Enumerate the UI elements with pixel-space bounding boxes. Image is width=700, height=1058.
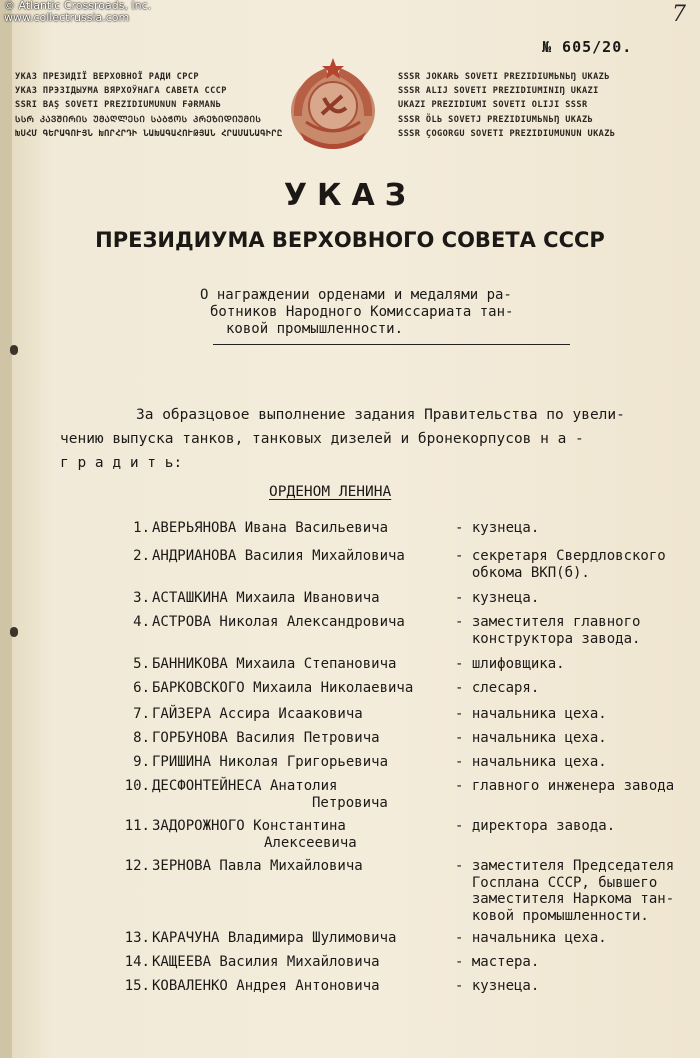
recipient-position: - начальника цеха. xyxy=(455,730,607,746)
page-number: 7 xyxy=(672,2,686,27)
recipient-position: - слесаря. xyxy=(455,680,540,696)
header-line: SSSR ALIJ SOVETI PREZIDIUMINIŊ UKAZI xyxy=(398,86,599,97)
recipient-number: 15. xyxy=(124,978,150,994)
recipient-name: БАННИКОВА Михаила Степановича xyxy=(152,656,397,672)
recipient-name: АНДРИАНОВА Василия Михайловича xyxy=(152,548,405,564)
header-line: ᲡᲡᲠ ᲙᲐᲕᲨᲘᲠᲘᲡ ᲣᲛᲐᲦᲚᲔᲡᲘ ᲡᲐᲑᲭᲝᲡ ᲞᲠᲔᲖᲘᲓᲘᲣᲛᲘᲡ xyxy=(15,114,262,125)
subject-line: О награждении орденами и медалями ра- xyxy=(200,287,512,303)
watermark-line: www.collectrussia.com xyxy=(4,11,130,24)
recipient-position: - мастера. xyxy=(455,954,540,970)
recipient-number: 1. xyxy=(133,520,150,536)
recipient-position: - кузнеца. xyxy=(455,520,540,536)
recipient-position: - заместителя главного конструктора завода. xyxy=(455,614,641,647)
header-line: UKAZI PREZIDIUMI SOVETI OLIJI SSSR xyxy=(398,100,588,111)
header-line: SSSR ÇOGORGU SOVETI PREZIDIUMUNUN UKAZЬ xyxy=(398,128,616,139)
recipient-number: 9. xyxy=(133,754,150,770)
recipient-number: 3. xyxy=(133,590,150,606)
recipient-name: ЗАДОРОЖНОГО Константина xyxy=(152,818,346,834)
recipient-position: - кузнеца. xyxy=(455,978,540,994)
watermark xyxy=(4,0,151,24)
recipient-name: ДЕСФОНТЕЙНЕСА Анатолия xyxy=(152,778,338,794)
recipient-position: - кузнеца. xyxy=(455,590,540,606)
header-line: SSSR ÖLЬ SOVETJ PREZIDIUMЬNЬŊ UKAZЬ xyxy=(398,114,594,125)
binding-hole xyxy=(10,345,18,355)
recipient-name: КАЩЕЕВА Василия Михайловича xyxy=(152,954,380,970)
header-line: SSRI BAŞ SOVETI PREZIDIUMUNUN FƏRMANЬ xyxy=(15,100,222,111)
document-subtitle: ПРЕЗИДИУМА ВЕРХОВНОГО СОВЕТА СССР xyxy=(95,228,605,252)
ussr-emblem-icon xyxy=(286,56,380,154)
preamble xyxy=(60,403,700,475)
header-line: УКАЗ ПРЭЗІДЫУМА ВЯРХОЎНАГА САВЕТА СССР xyxy=(15,86,227,97)
recipient-number: 5. xyxy=(133,656,150,672)
subject-underline xyxy=(213,344,570,345)
recipient-position: - заместителя Председателя Госплана СССР, бывшего заместителя Наркома тан- ковой промышленности. xyxy=(455,858,675,924)
recipient-name-continued: Алексеевича xyxy=(264,834,357,851)
subject-block xyxy=(200,287,580,338)
recipient-number: 2. xyxy=(133,548,150,564)
recipient-position: - главного инженера завода xyxy=(455,778,675,794)
recipient-number: 14. xyxy=(124,954,150,970)
document-title: УКАЗ xyxy=(283,178,417,213)
recipient-name-continued: Петровича xyxy=(312,794,388,811)
recipient-position: - начальника цеха. xyxy=(455,754,607,770)
recipient-position: - начальника цеха. xyxy=(455,930,607,946)
preamble-line: г р а д и т ь: xyxy=(60,455,183,471)
recipient-name: ГРИШИНА Николая Григорьевича xyxy=(152,754,389,770)
recipient-name: ЗЕРНОВА Павла Михайловича xyxy=(152,858,363,874)
recipient-name: КАРАЧУНА Владимира Шулимовича xyxy=(152,930,397,946)
recipient-number: 12. xyxy=(124,858,150,874)
recipient-position: - секретаря Свердловского обкома ВКП(б). xyxy=(455,548,666,581)
header-line: SSSR JOKARЬ SOVETI PREZIDIUMЬNЬŊ UKAZЬ xyxy=(398,72,610,82)
recipient-number: 8. xyxy=(133,730,150,746)
header-right-languages xyxy=(398,70,680,141)
recipient-number: 4. xyxy=(133,614,150,630)
preamble-line: чению выпуска танков, танковых дизелей и бронекорпусов н а - xyxy=(60,431,584,447)
recipient-name: ГАЙЗЕРА Ассира Исааковича xyxy=(152,706,363,722)
recipient-name: БАРКОВСКОГО Михаила Николаевича xyxy=(152,680,414,696)
recipient-name: АСТАШКИНА Михаила Ивановича xyxy=(152,590,380,606)
recipient-number: 7. xyxy=(133,706,150,722)
recipient-number: 13. xyxy=(124,930,150,946)
document-number: № 605/20. xyxy=(542,38,633,56)
recipient-number: 11. xyxy=(124,818,150,834)
binding-hole xyxy=(10,627,18,637)
watermark-line: © Atlantic Crossroads, Inc. xyxy=(4,0,152,12)
header-line: ԽՍՀՄ ԳԵՐԱԳՈՒՅՆ ԽՈՐՀՐԴԻ ՆԱԽԱԳԱՀՈՒԹՅԱՆ ՀՐԱՄԱՆԱԳԻՐԸ xyxy=(15,128,283,139)
order-heading: ОРДЕНОМ ЛЕНИНА xyxy=(269,484,392,500)
recipient-number: 6. xyxy=(133,680,150,696)
header-left-languages xyxy=(15,70,297,141)
recipient-position: - шлифовщика. xyxy=(455,656,565,672)
recipient-position: - директора завода. xyxy=(455,818,616,834)
recipient-name: ГОРБУНОВА Василия Петровича xyxy=(152,730,380,746)
recipient-position: - начальника цеха. xyxy=(455,706,607,722)
header-line: УКАЗ ПРЕЗИДІЇ ВЕРХОВНОЇ РАДИ СРСР xyxy=(15,72,199,82)
preamble-line: За образцовое выполнение задания Правительства по увели- xyxy=(136,407,625,423)
recipient-name: АВЕРЬЯНОВА Ивана Васильевича xyxy=(152,520,389,536)
recipient-name: КОВАЛЕНКО Андрея Антоновича xyxy=(152,978,380,994)
recipient-number: 10. xyxy=(124,778,150,794)
subject-line: ковой промышленности. xyxy=(226,321,404,337)
subject-line: ботников Народного Комиссариата тан- xyxy=(210,304,514,320)
recipient-name: АСТРОВА Николая Александровича xyxy=(152,614,405,630)
